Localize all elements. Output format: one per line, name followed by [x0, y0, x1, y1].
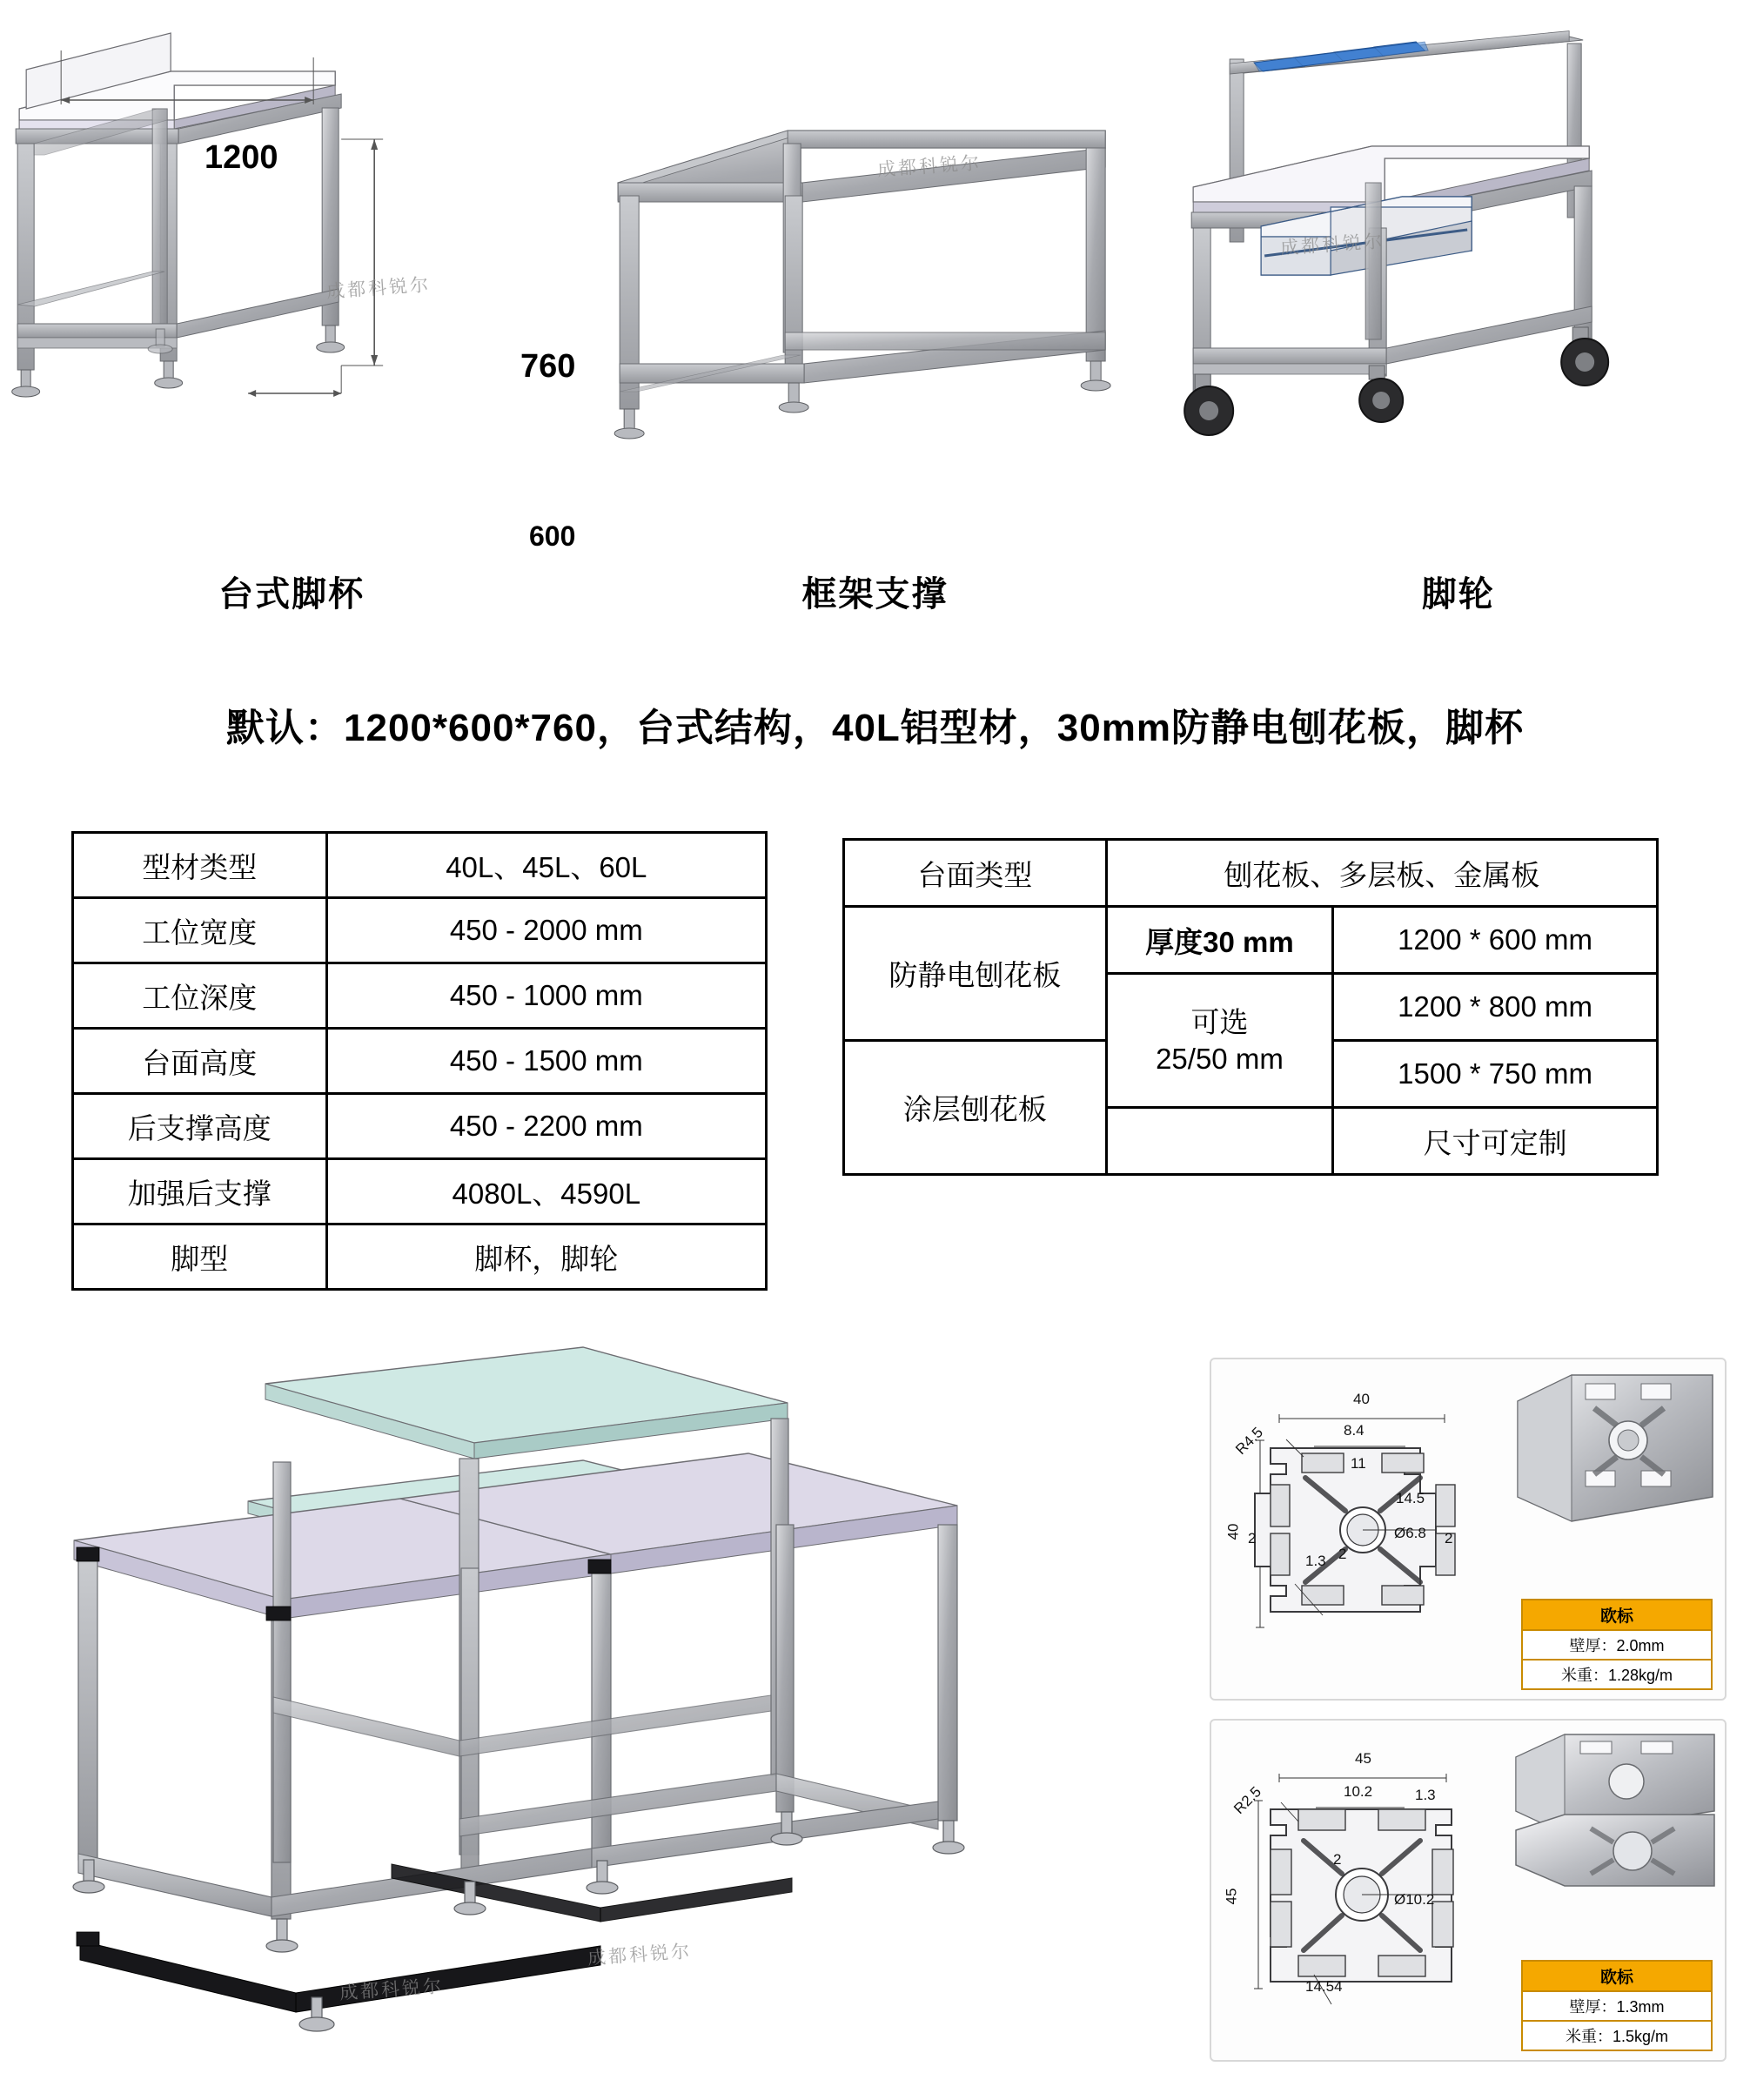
product-gallery — [0, 17, 1750, 627]
dim-bottom: 14.54 — [1305, 1978, 1343, 1995]
weight-per-meter: 米重：1.5kg/m — [1521, 2022, 1713, 2051]
spec-key: 台面高度 — [73, 1029, 327, 1094]
weight-per-meter: 米重：1.28kg/m — [1521, 1661, 1713, 1690]
spec-key: 型材类型 — [73, 833, 327, 898]
standard-title: 欧标 — [1521, 1599, 1713, 1631]
dim-inner: 1.3 — [1415, 1787, 1436, 1803]
wall-thickness: 壁厚：1.3mm — [1521, 1992, 1713, 2022]
dim-small2: 2 — [1338, 1546, 1347, 1562]
table-row — [73, 1224, 767, 1290]
watermark-right: 成都科锐尔 — [587, 1941, 693, 1969]
watermark-left: 成都科锐尔 — [339, 1976, 445, 2004]
watermark: 成都科锐尔 — [1279, 231, 1385, 259]
dim-left-height: 40 — [1224, 1523, 1242, 1540]
product-caption-bench-feet: 台式脚杯 — [218, 575, 365, 614]
table-row — [844, 840, 1658, 907]
spec-key: 工位宽度 — [73, 898, 327, 963]
standard-box-40l — [1521, 1599, 1713, 1690]
table-row — [73, 1159, 767, 1224]
watermark: 成都科锐尔 — [325, 274, 432, 303]
board-size-3: 1500 * 750 mm — [1333, 1041, 1658, 1108]
thickness-opt-label: 可选 — [1190, 1006, 1249, 1039]
bench-feet-drawing — [0, 17, 583, 627]
thickness-optional — [1106, 974, 1332, 1108]
standard-title: 欧标 — [1521, 1960, 1713, 1992]
watermark: 成都科锐尔 — [876, 152, 983, 181]
table-row — [73, 898, 767, 963]
dim-wall-b: 2 — [1445, 1530, 1453, 1546]
board-type-esd: 防静电刨花板 — [844, 907, 1107, 1041]
tabletop-type-value: 刨花板、多层板、金属板 — [1106, 840, 1657, 907]
dim-side: 14.5 — [1396, 1490, 1425, 1506]
dim-slot: 8.4 — [1344, 1422, 1364, 1439]
wall-thickness: 壁厚：2.0mm — [1521, 1631, 1713, 1661]
profile-40l-cross-section — [1218, 1366, 1505, 1692]
thickness-spacer — [1106, 1108, 1332, 1175]
spec-value: 脚杯，脚轮 — [326, 1224, 766, 1290]
spec-key: 后支撑高度 — [73, 1094, 327, 1159]
profile-card-40l — [1210, 1358, 1727, 1701]
table-row — [73, 1029, 767, 1094]
dim-bore: Ø10.2 — [1394, 1891, 1435, 1908]
spec-key: 工位深度 — [73, 963, 327, 1029]
default-spec-line: 默认：1200*600*760，台式结构，40L铝型材，30mm防静电刨花板，脚杯 — [226, 707, 1524, 749]
product-cell-bench-feet — [0, 17, 583, 627]
dim-small: 1.3 — [1305, 1553, 1326, 1569]
profile-spec-table — [71, 831, 768, 1291]
dim-top-width: 45 — [1355, 1750, 1371, 1767]
spec-value: 40L、45L、60L — [326, 833, 766, 898]
product-cell-casters — [1167, 17, 1750, 627]
board-size-2: 1200 * 800 mm — [1333, 974, 1658, 1041]
dimension-height: 760 — [520, 348, 576, 385]
dimension-width: 1200 — [205, 139, 278, 176]
profile-40l-photo — [1511, 1366, 1720, 1532]
table-row — [73, 963, 767, 1029]
spec-key: 脚型 — [73, 1224, 327, 1290]
dim-radius: R2.5 — [1230, 1783, 1265, 1818]
tabletop-type-key: 台面类型 — [844, 840, 1107, 907]
casters-drawing — [1167, 17, 1750, 627]
multi-level-bench-drawing — [26, 1332, 1183, 2080]
dim-slot: 10.2 — [1344, 1783, 1373, 1800]
table-row — [73, 1094, 767, 1159]
tabletop-spec-table — [842, 838, 1659, 1176]
frame-support-drawing — [583, 17, 1166, 627]
table-row — [844, 907, 1658, 974]
dim-wall-a: 2 — [1333, 1851, 1342, 1868]
spec-key: 加强后支撑 — [73, 1159, 327, 1224]
thickness-opt-value: 25/50 mm — [1156, 1042, 1284, 1075]
profile-card-45l — [1210, 1719, 1727, 2062]
spec-value: 450 - 1000 mm — [326, 963, 766, 1029]
profile-45l-photo — [1511, 1728, 1720, 1893]
spec-value: 450 - 2200 mm — [326, 1094, 766, 1159]
profile-45l-cross-section — [1218, 1728, 1505, 2053]
dim-inner: 11 — [1351, 1455, 1366, 1472]
product-caption-casters: 脚轮 — [1421, 575, 1495, 614]
board-type-coated: 涂层刨花板 — [844, 1041, 1107, 1175]
spec-value: 450 - 1500 mm — [326, 1029, 766, 1094]
product-caption-frame-support: 框架支撑 — [801, 575, 949, 614]
spec-value: 4080L、4590L — [326, 1159, 766, 1224]
standard-box-45l — [1521, 1960, 1713, 2051]
multi-level-bench-render — [26, 1332, 1183, 2080]
spec-value: 450 - 2000 mm — [326, 898, 766, 963]
dim-wall-a: 2 — [1248, 1530, 1257, 1546]
thickness-main: 厚度30 mm — [1106, 907, 1332, 974]
dimension-depth: 600 — [529, 520, 576, 552]
dim-top-width: 40 — [1353, 1391, 1370, 1407]
profile-cards — [1210, 1358, 1723, 2071]
dim-left-height: 45 — [1223, 1888, 1240, 1905]
board-size-1: 1200 * 600 mm — [1333, 907, 1658, 974]
spec-tables — [0, 831, 1750, 1275]
product-cell-frame-support — [583, 17, 1166, 627]
table-row — [73, 833, 767, 898]
dim-bore: Ø6.8 — [1394, 1525, 1426, 1541]
dim-radius: R4.5 — [1232, 1424, 1267, 1459]
board-size-4: 尺寸可定制 — [1333, 1108, 1658, 1175]
